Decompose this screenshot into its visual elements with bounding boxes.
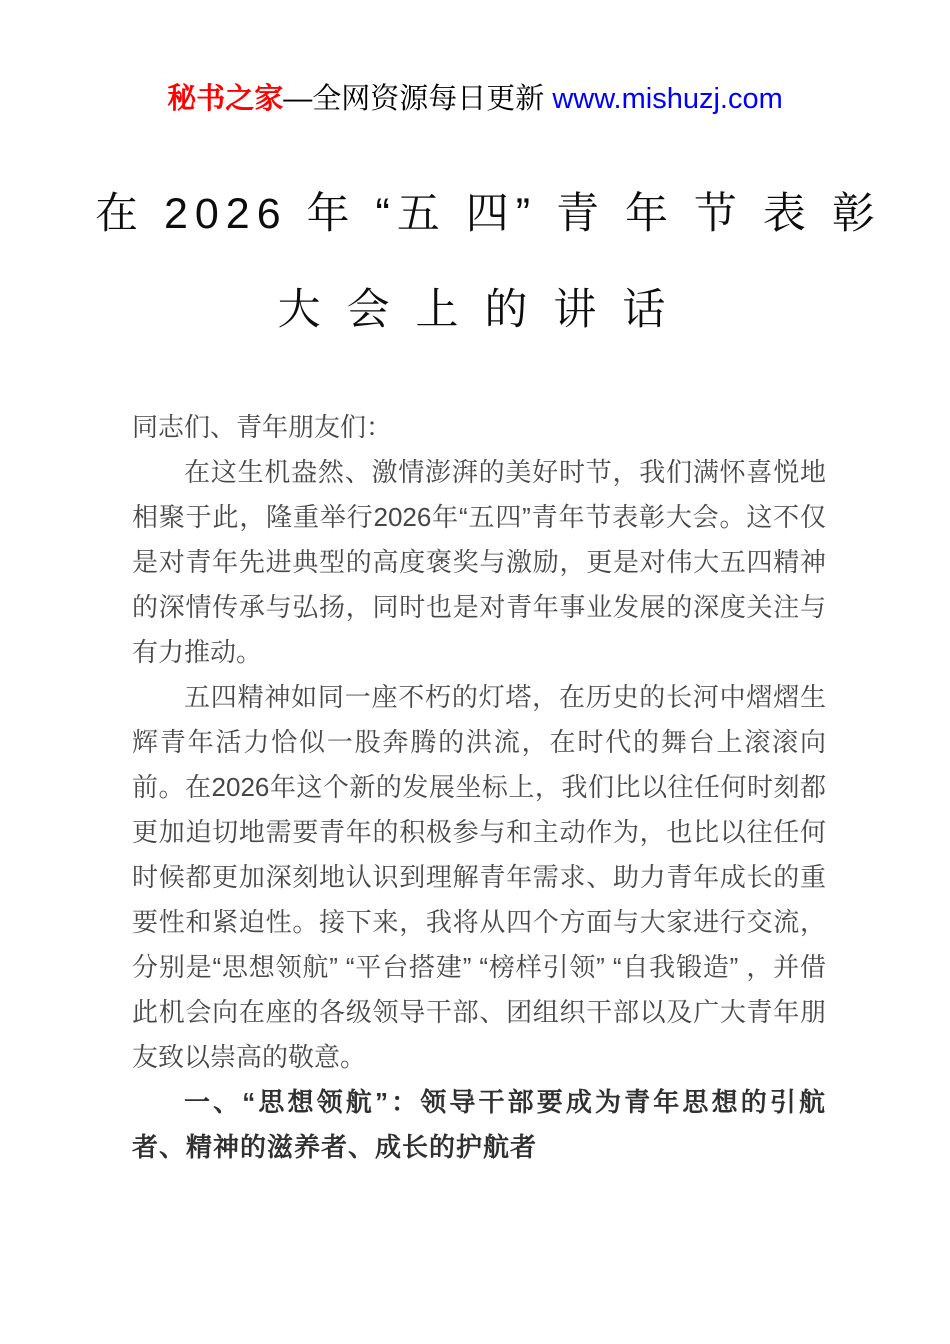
document-title-line-1: 在 2026 年 “五 四” 青 年 节 表 彰 <box>95 190 882 238</box>
section-heading-lead: 一、“思想领航”： <box>184 1087 421 1117</box>
document-title <box>95 166 882 358</box>
header-tagline: —全网资源每日更新 <box>283 83 553 115</box>
body-paragraph-1: 在这生机盎然、激情澎湃的美好时节，我们满怀喜悦地相聚于此，隆重举行2026年“五四”青年节表彰大会。这不仅是对青年先进典型的高度褒奖与激励，更是对伟大五四精神的深情传承与弘扬，同时也是对青年事业发展的深度关注与有力推动。 <box>132 457 826 667</box>
salutation-paragraph: 同志们、青年朋友们： <box>132 412 393 442</box>
document-title-line-2: 大 会 上 的 讲 话 <box>277 286 673 334</box>
document-body <box>132 405 826 1170</box>
section-heading <box>132 1080 826 1170</box>
site-url-link[interactable]: www.mishuzj.com <box>552 83 783 115</box>
body-paragraph-2: 五四精神如同一座不朽的灯塔，在历史的长河中熠熠生辉青年活力恰似一股奔腾的洪流，在时代的舞台上滚滚向前。在2026年这个新的发展坐标上，我们比以往任何时刻都更加迫切地需要青年的积极参与和主动作为，也比以往任何时候都更加深刻地认识到理解青年需求、助力青年成长的重要性和紧迫性。接下来，我将从四个方面与大家进行交流，分别是“思想领航” “平台搭建” “榜样引领” “自我锻造” ，并借此机会向在座的各级领导干部、团组织干部以及广大青年朋友致以崇高的敬意。 <box>132 682 826 1072</box>
section-heading-rest: 领导干部要成为青年思想的引航者、精神的滋养者、成长的护航者 <box>132 1087 826 1162</box>
brand-name: 秘书之家 <box>167 83 284 115</box>
site-header <box>0 0 950 116</box>
